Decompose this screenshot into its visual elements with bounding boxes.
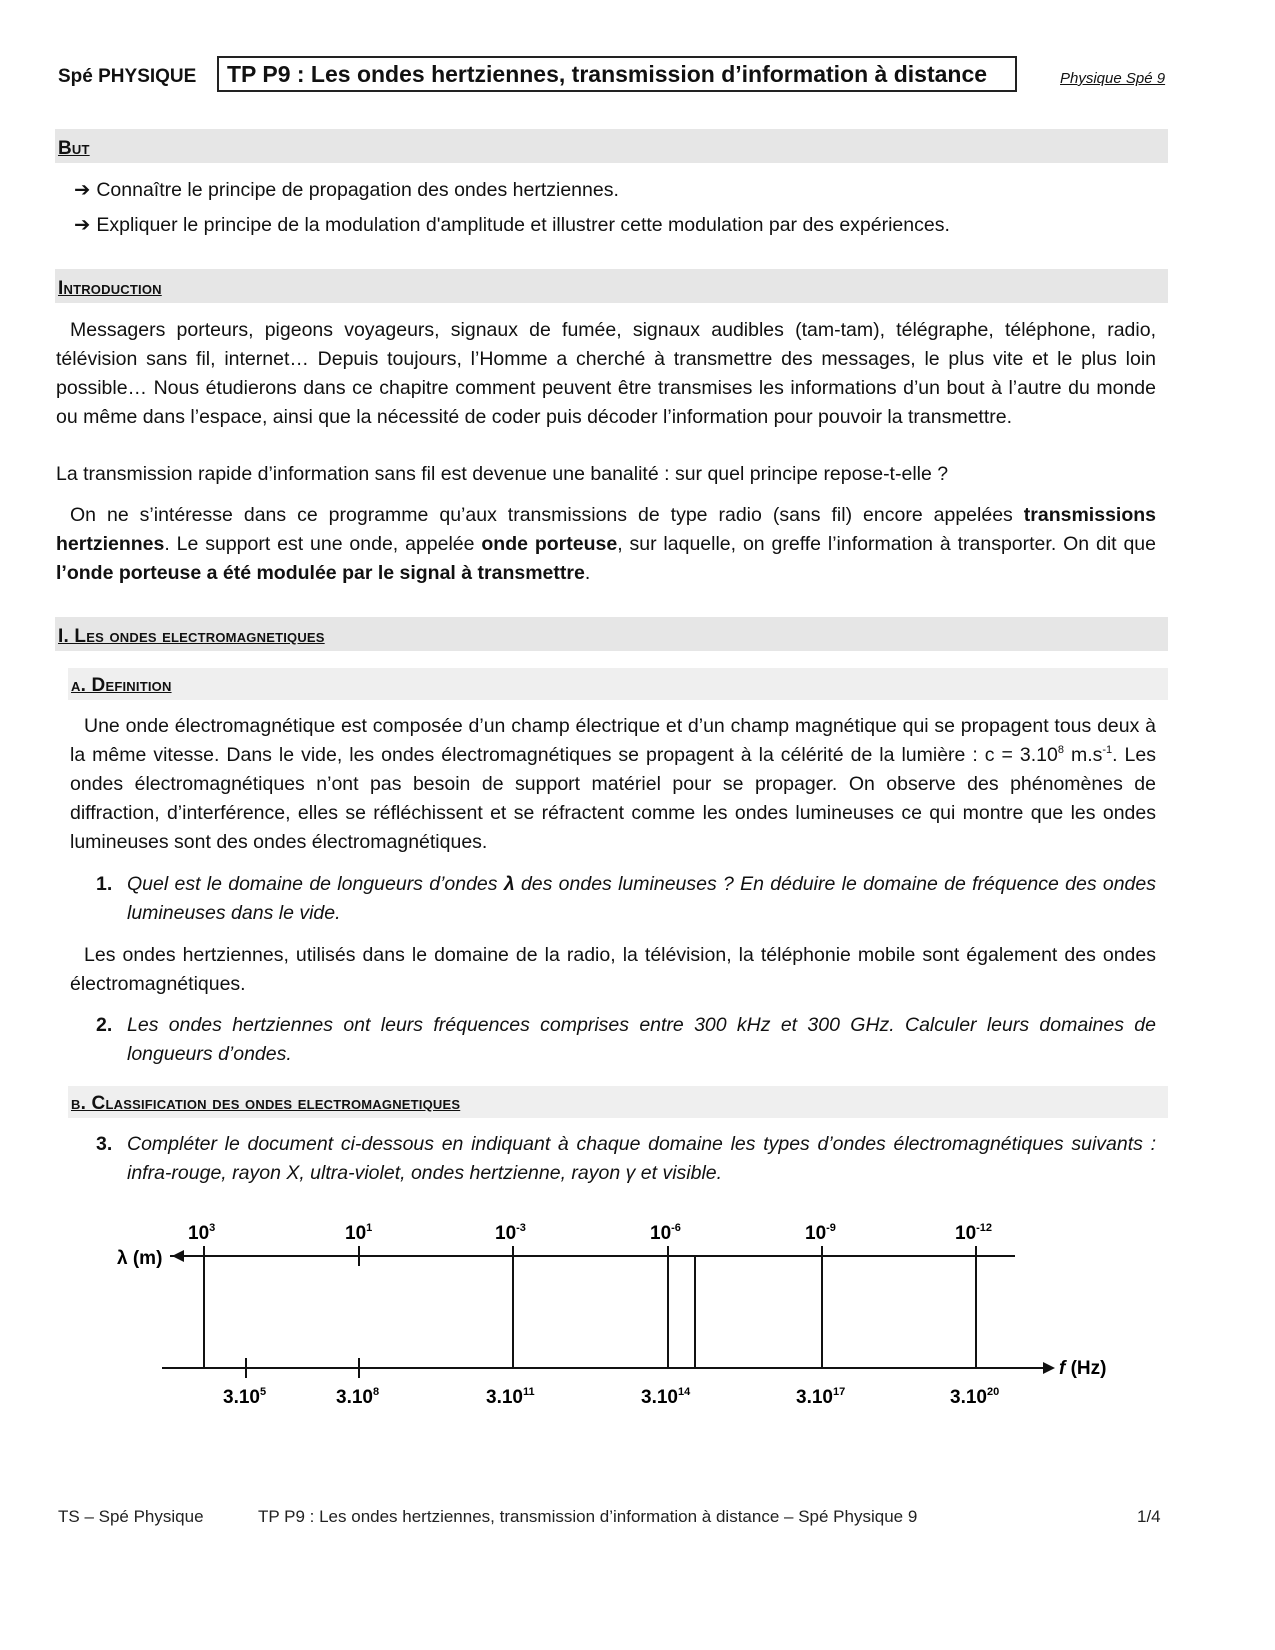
lambda-symbol: λ bbox=[503, 873, 515, 895]
lambda-tick-exp: -6 bbox=[671, 1222, 681, 1234]
hertz-paragraph: Les ondes hertziennes, utilisés dans le domaine de la radio, la télévision, la téléphonie mobile sont également des ondes électromagnétiques. bbox=[70, 944, 1156, 995]
lambda-tick-exp: -3 bbox=[516, 1222, 526, 1234]
definition-exp-1: 8 bbox=[1057, 744, 1064, 756]
lambda-tick-base: 10 bbox=[650, 1223, 672, 1244]
question-3-text-2: et visible. bbox=[635, 1162, 723, 1184]
lambda-tick-base: 10 bbox=[805, 1223, 827, 1244]
lambda-tick-exp: -9 bbox=[826, 1222, 836, 1234]
frequency-tick-base: 3.10 bbox=[223, 1387, 260, 1408]
section-but bbox=[55, 129, 1168, 163]
section-introduction bbox=[55, 269, 1168, 303]
section-introduction-title: Introduction bbox=[58, 278, 162, 299]
header-subject: Spé PHYSIQUE bbox=[58, 66, 197, 87]
definition-text-3: . Les ondes électromagnétiques n’ont pas besoin de support matériel pour se propager. On observe des phénomènes de diffraction, d’interférence, elles se réfléchissent et se réfractent comme les ondes lumineuses ce qui montre que les ondes lumineuses sont des ondes électromagnétiques. bbox=[70, 744, 1156, 853]
frequency-tick-base: 3.10 bbox=[950, 1387, 987, 1408]
frequency-tick-base: 3.10 bbox=[796, 1387, 833, 1408]
but-item-2-text: Expliquer le principe de la modulation d'amplitude et illustrer cette modulation par des expériences. bbox=[96, 214, 950, 236]
question-2-number: 2. bbox=[96, 1014, 113, 1036]
intro-p3-text-4: . bbox=[584, 562, 591, 584]
but-item-1-text: Connaître le principe de propagation des ondes hertziennes. bbox=[96, 179, 619, 201]
definition-text-2: m.s bbox=[1063, 744, 1103, 766]
lambda-tick-base: 10 bbox=[345, 1223, 367, 1244]
subsection-b-title: b. Classification des ondes electromagnetiques bbox=[71, 1093, 461, 1114]
subsection-a bbox=[68, 668, 1168, 700]
but-item-2 bbox=[74, 213, 950, 237]
subsection-b bbox=[68, 1086, 1168, 1118]
definition-paragraph bbox=[70, 712, 1156, 857]
question-2 bbox=[96, 1011, 1156, 1069]
frequency-tick-exp: 20 bbox=[986, 1386, 1000, 1398]
frequency-tick-label bbox=[796, 1386, 845, 1408]
arrow-right-icon: ➔ bbox=[74, 179, 91, 201]
header-ref: Physique Spé 9 bbox=[1060, 70, 1166, 87]
question-1-text-1: Quel est le domaine de longueurs d’ondes bbox=[127, 873, 504, 895]
frequency-axis-label-unit: (Hz) bbox=[1065, 1358, 1107, 1379]
frequency-axis-label bbox=[1059, 1358, 1106, 1379]
page-number: 1/4 bbox=[1137, 1507, 1161, 1526]
intro-p3-text-3: , sur laquelle, on greffe l’information à transporter. On dit que bbox=[617, 533, 1156, 555]
frequency-tick-label bbox=[486, 1386, 535, 1408]
intro-p3-text-2: . Le support est une onde, appelée bbox=[164, 533, 482, 555]
lambda-tick-label bbox=[345, 1222, 372, 1244]
intro-p3-bold-2: onde porteuse bbox=[481, 533, 618, 555]
question-1 bbox=[96, 870, 1156, 928]
frequency-tick-label bbox=[641, 1386, 691, 1408]
frequency-tick-base: 3.10 bbox=[486, 1387, 523, 1408]
section-1 bbox=[55, 617, 1168, 651]
lambda-tick-label bbox=[495, 1222, 526, 1244]
arrow-right-icon: ➔ bbox=[74, 214, 91, 236]
frequency-tick-base: 3.10 bbox=[641, 1387, 678, 1408]
frequency-tick-exp: 8 bbox=[372, 1386, 380, 1398]
lambda-tick-exp: -12 bbox=[976, 1222, 993, 1234]
frequency-tick-label bbox=[336, 1386, 379, 1408]
frequency-tick-exp: 14 bbox=[677, 1386, 691, 1398]
lambda-tick-label bbox=[955, 1222, 992, 1244]
lambda-tick-base: 10 bbox=[955, 1223, 977, 1244]
lambda-tick-base: 10 bbox=[188, 1223, 210, 1244]
lambda-tick-exp: 3 bbox=[209, 1222, 216, 1234]
footer-center: TP P9 : Les ondes hertziennes, transmission d’information à distance – Spé Physique 9 bbox=[258, 1507, 918, 1526]
frequency-tick-exp: 17 bbox=[832, 1386, 846, 1398]
but-item-1 bbox=[74, 178, 619, 202]
question-3 bbox=[96, 1130, 1156, 1188]
section-but-title: But bbox=[58, 138, 90, 159]
page-title bbox=[217, 56, 1017, 92]
frequency-axis-arrow bbox=[1043, 1362, 1055, 1374]
definition-exp-2: -1 bbox=[1102, 744, 1113, 756]
footer-left: TS – Spé Physique bbox=[58, 1507, 204, 1526]
lambda-axis-label: λ (m) bbox=[117, 1248, 163, 1269]
frequency-tick-label bbox=[950, 1386, 999, 1408]
question-2-text: Les ondes hertziennes ont leurs fréquences comprises entre 300 kHz et 300 GHz. Calculer leurs domaines de longueurs d’ondes. bbox=[127, 1014, 1156, 1065]
intro-paragraph-3 bbox=[56, 501, 1156, 588]
question-3-text-1: Compléter le document ci-dessous en indiquant à chaque domaine les types d’ondes électromagnétiques suivants : infra-rouge, rayon X, ultra-violet, ondes hertzienne, rayon bbox=[127, 1133, 1156, 1184]
intro-p3-bold-3: l’onde porteuse a été modulée par le signal à transmettre bbox=[56, 562, 585, 584]
frequency-tick-label bbox=[223, 1386, 266, 1408]
lambda-tick-label bbox=[188, 1222, 215, 1244]
page-title-text: TP P9 : Les ondes hertziennes, transmission d’information à distance bbox=[227, 60, 988, 87]
subsection-a-title: a. Definition bbox=[71, 675, 172, 696]
intro-paragraph-2: La transmission rapide d’information sans fil est devenue une banalité : sur quel principe repose-t-elle ? bbox=[56, 463, 949, 485]
gamma-symbol: γ bbox=[625, 1162, 636, 1184]
lambda-axis-arrow bbox=[172, 1250, 184, 1262]
question-1-number: 1. bbox=[96, 873, 113, 895]
section-1-title: I. Les ondes electromagnetiques bbox=[58, 626, 325, 647]
lambda-tick-label bbox=[650, 1222, 681, 1244]
question-1-text-2: des ondes lumineuses ? En déduire le domaine de fréquence des ondes lumineuses dans le vide. bbox=[127, 873, 1156, 924]
frequency-tick-base: 3.10 bbox=[336, 1387, 373, 1408]
frequency-tick-exp: 11 bbox=[522, 1386, 535, 1398]
frequency-tick-exp: 5 bbox=[259, 1386, 267, 1398]
lambda-tick-base: 10 bbox=[495, 1223, 517, 1244]
lambda-tick-label bbox=[805, 1222, 836, 1244]
question-3-number: 3. bbox=[96, 1133, 113, 1155]
em-spectrum-diagram bbox=[0, 1200, 1275, 1430]
intro-paragraph-1: Messagers porteurs, pigeons voyageurs, signaux de fumée, signaux audibles (tam-tam), télégraphe, téléphone, radio, télévision sans fil, internet… Depuis toujours, l’Homme a cherché à transmettre des messages, le plus vite et le plus loin possible… Nous étudierons dans ce chapitre comment peuvent être transmises les informations d’un bout à l’autre du monde ou même dans l’espace, ainsi que la nécessité de coder puis décoder l’information pour pouvoir la transmettre. bbox=[56, 319, 1156, 428]
definition-text-1: Une onde électromagnétique est composée d’un champ électrique et d’un champ magnétique qui se propagent tous deux à la même vitesse. Dans le vide, les ondes électromagnétiques se propagent à la célérité de la lumière : c = 3.10 bbox=[70, 715, 1156, 766]
frequency-axis-label-f: f bbox=[1059, 1358, 1066, 1379]
lambda-tick-exp: 1 bbox=[366, 1222, 373, 1234]
intro-p3-text-1: On ne s’intéresse dans ce programme qu’aux transmissions de type radio (sans fil) encore appelées bbox=[70, 504, 1024, 526]
intro-p3-bold-1: transmissions hertziennes bbox=[56, 504, 1156, 555]
